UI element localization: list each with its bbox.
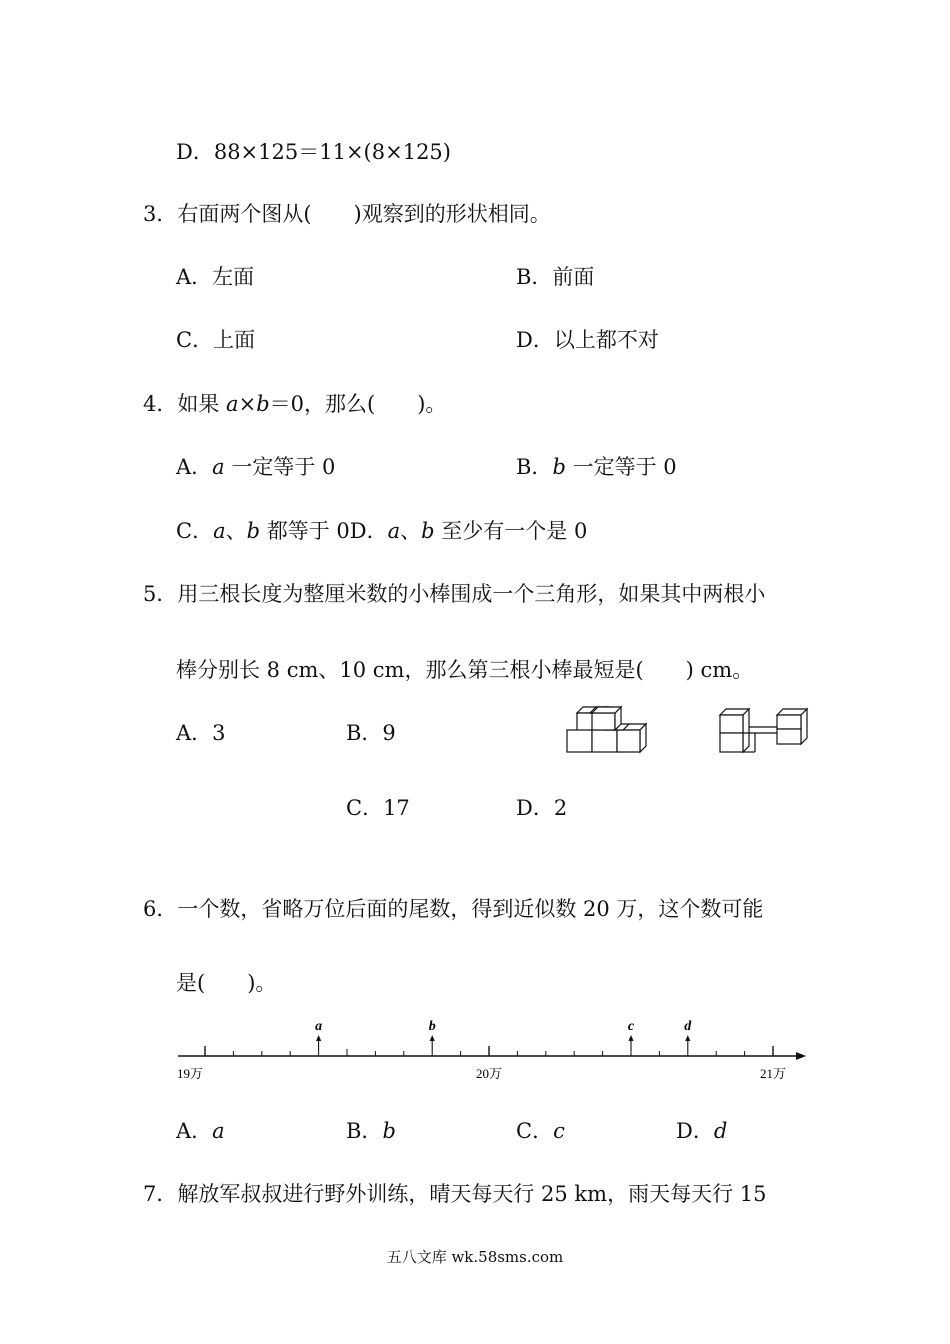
q5-option-c: C．17: [346, 796, 410, 820]
q4-option-c-var-b: b: [246, 519, 261, 543]
number-line-point-label: c: [627, 1019, 635, 1034]
number-line-label-19: 19万: [176, 1066, 204, 1081]
q6-option-a-var: a: [212, 1119, 225, 1143]
q5-option-b: B．9: [346, 721, 396, 745]
option-letter: A．: [176, 1119, 213, 1143]
q6-option-d-var: d: [713, 1119, 728, 1143]
q4-stem-rest: ＝0，那么( )。: [269, 392, 447, 416]
q4-var-a: a: [226, 392, 239, 416]
number-line-label-21: 21万: [759, 1066, 787, 1081]
footer-watermark: 五八文库 wk.58sms.com: [386, 1248, 564, 1266]
option-letter: D．: [676, 1119, 714, 1143]
q4-stem: [143, 391, 446, 417]
q4-option-b: [516, 454, 677, 480]
number-line-label-20: 20万: [475, 1066, 503, 1081]
number-line-point-label: d: [684, 1019, 692, 1034]
q4-option-c-text: 都等于 0D．: [260, 519, 388, 543]
number-line-arrow: [796, 1052, 806, 1060]
number-line-point-arrow: [628, 1035, 633, 1041]
q4-option-a: [176, 454, 335, 480]
number-line-point-d: [684, 1019, 692, 1051]
q7-stem-line1: 7．解放军叔叔进行野外训练，晴天每天行 25 km，雨天每天行 15: [143, 1182, 767, 1206]
q4-option-c-var-a: a: [213, 519, 226, 543]
q3-option-c: C．上面: [176, 328, 256, 352]
q6-stem-line1: 6．一个数，省略万位后面的尾数，得到近似数 20 万，这个数可能: [143, 897, 764, 921]
q5-option-d: D．2: [516, 796, 568, 820]
q6-option-c: [516, 1118, 565, 1144]
q6-option-b-var: b: [382, 1119, 396, 1143]
q3-stem: 3．右面两个图从( )观察到的形状相同。: [143, 202, 551, 226]
q6-option-b: [346, 1118, 396, 1144]
option-letter: A．: [176, 455, 213, 479]
number-line-point-arrow: [430, 1035, 435, 1041]
q4-stem-number: 4．如果: [143, 392, 227, 416]
q4-option-b-var: b: [552, 455, 566, 479]
option-letter: B．: [516, 455, 553, 479]
q5-stem-line1: 5．用三根长度为整厘米数的小棒围成一个三角形，如果其中两根小: [143, 582, 766, 606]
q4-option-b-text: 一定等于 0: [565, 455, 677, 479]
q4-option-a-text: 一定等于 0: [224, 455, 336, 479]
q4-option-c-d: [176, 518, 587, 544]
q4-option-d-var-b: b: [421, 519, 435, 543]
number-line: [170, 1010, 820, 1090]
number-line-point-label: a: [315, 1019, 323, 1034]
q6-option-d: [676, 1118, 727, 1144]
q3-option-d: D．以上都不对: [516, 328, 659, 352]
q5-stem-line2: 棒分别长 8 cm、10 cm，那么第三根小棒最短是( ) cm。: [176, 658, 754, 682]
separator: 、: [225, 519, 247, 543]
q6-option-c-var: c: [553, 1119, 565, 1143]
number-line-point-arrow: [685, 1035, 690, 1041]
q6-option-a: [176, 1118, 225, 1144]
cube-figure-left: [560, 700, 655, 760]
number-line-point-arrow: [316, 1035, 321, 1041]
separator: 、: [400, 519, 422, 543]
q5-option-a: A．3: [176, 721, 226, 745]
option-letter: C．: [516, 1119, 554, 1143]
number-line-point-label: b: [428, 1019, 436, 1034]
q3-option-a: A．左面: [176, 265, 255, 289]
q4-times: ×: [238, 392, 257, 416]
number-line-point-c: [628, 1019, 635, 1051]
q4-option-d-var-a: a: [387, 519, 401, 543]
q4-option-a-var: a: [212, 455, 225, 479]
option-letter: C．: [176, 519, 214, 543]
number-line-point-a: [315, 1019, 322, 1051]
q2-option-d: D．88×125＝11×(8×125): [176, 140, 451, 164]
q3-option-b: B．前面: [516, 265, 595, 289]
option-letter: B．: [346, 1119, 383, 1143]
q4-var-b: b: [256, 392, 270, 416]
cube-figure-right: [715, 700, 815, 760]
number-line-point-b: [429, 1019, 436, 1051]
q4-option-d-text: 至少有一个是 0: [434, 519, 588, 543]
q6-stem-line2: 是( )。: [176, 971, 277, 995]
